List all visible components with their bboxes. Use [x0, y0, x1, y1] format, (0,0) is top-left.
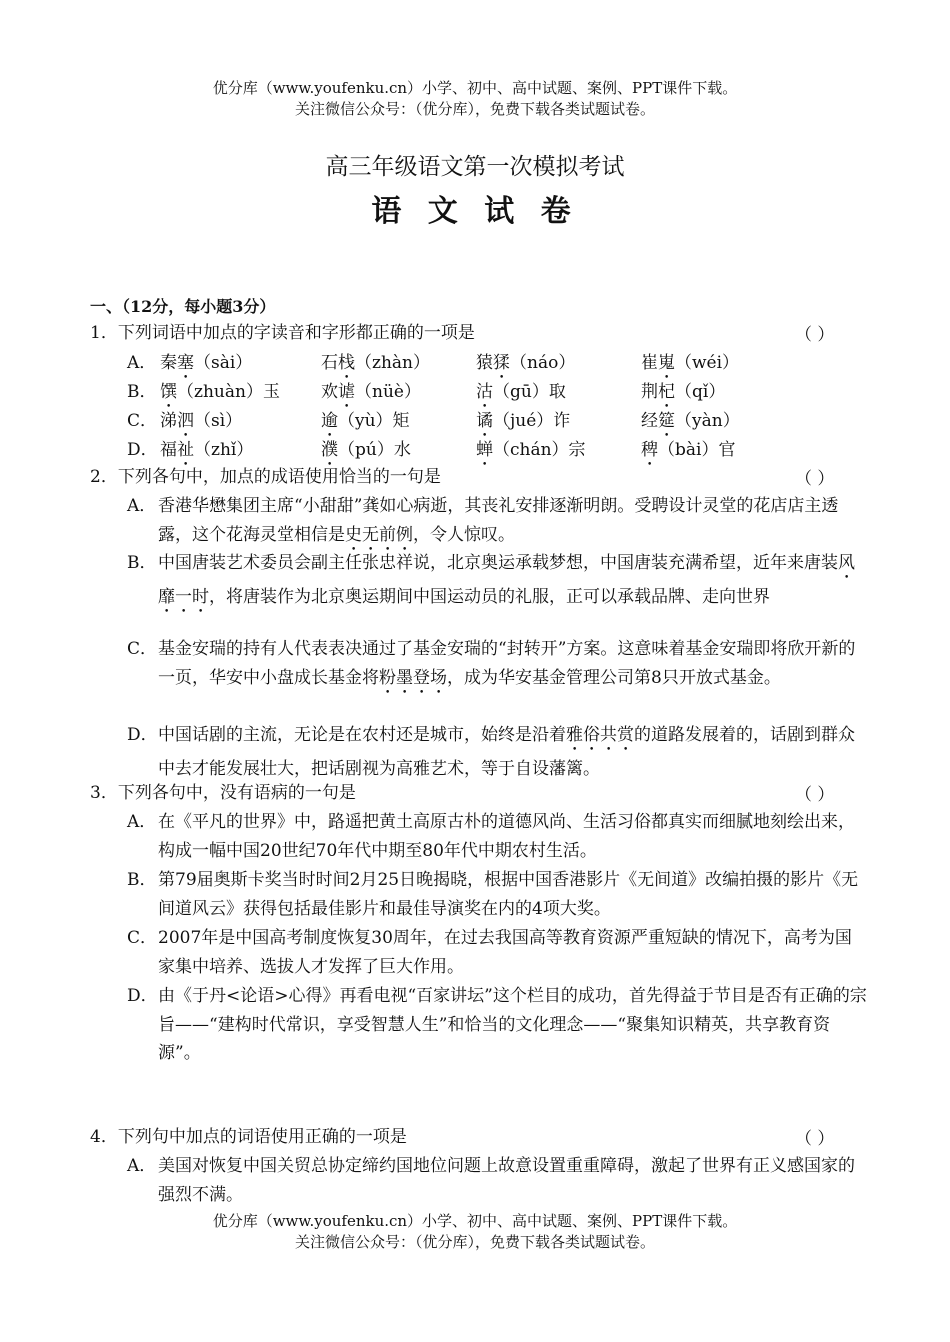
option-text: 美国对恢复中国关贸总协定缔约国地位问题上故意设置重重障碍，激起了世界有正义感国家的强烈不满。	[158, 1156, 855, 1205]
word-item: 谲（jué）诈	[476, 411, 571, 431]
question-3-option-c	[127, 924, 867, 981]
word-item: 福祉（zhǐ）	[160, 440, 254, 460]
option-text: 2007年是中国高考制度恢复30周年，在过去我国高等教育资源严重短缺的情况下，高考为国家集中培养、选拔人才发挥了巨大作用。	[158, 928, 852, 977]
question-4-answer-blank: （ ）	[795, 1129, 835, 1149]
option-text: 在《平凡的世界》中，路遥把黄土高原古朴的道德风尚、生活习俗都真实而细腻地刻绘出来，构成一幅中国20世纪70年代中期至80年代中期农村生活。	[158, 812, 855, 861]
word-item: 欢谑（nüè）	[321, 382, 421, 402]
footer-line-1: 优分库（www.youfenku.cn）小学、初中、高中试题、案例、PPT课件下载。	[212, 1212, 738, 1230]
word-item: 涕泗（sì）	[160, 411, 243, 431]
option-label: A．	[127, 496, 157, 516]
word-item: 馔（zhuàn）玉	[160, 382, 280, 402]
option-label: A．	[127, 1156, 157, 1176]
option-label: B．	[127, 553, 157, 573]
section-heading: 一、（12分，每小题3分）	[90, 297, 276, 316]
option-label: D．	[127, 440, 158, 460]
question-3-option-a	[127, 808, 867, 865]
word-item: 沽（gū）取	[476, 382, 566, 402]
question-3-option-d	[127, 982, 867, 1068]
question-1-stem: 1．下列词语中加点的字读音和字形都正确的一项是	[90, 323, 475, 343]
question-3-option-b	[127, 866, 867, 923]
option-label: D．	[127, 986, 158, 1006]
word-item: 猿猱（náo）	[476, 353, 576, 373]
option-text: 第79届奥斯卡奖当时时间2月25日晚揭晓，根据中国香港影片《无间道》改编拍摄的影片《无间道风云》获得包括最佳影片和最佳导演奖在内的4项大奖。	[158, 870, 859, 919]
question-2-answer-blank: （ ）	[795, 469, 835, 489]
question-1-answer-blank: （ ）	[795, 325, 835, 345]
question-2-option-d	[127, 721, 867, 784]
option-text: 中国话剧的主流，无论是在农村还是城市，始终是沿着雅俗共赏的道路发展着的，话剧到群众中去才能发展壮大，把话剧视为高雅艺术，等于自设藩篱。	[158, 725, 855, 779]
word-item: 逾（yù）矩	[321, 411, 410, 431]
word-item: 经筵（yàn）	[641, 411, 740, 431]
option-label: A．	[127, 353, 157, 373]
option-text: 由《于丹<论语>心得》再看电视“百家讲坛”这个栏目的成功，首先得益于节目是否有正确的宗旨——“建构时代常识，享受智慧人生”和恰当的文化理念——“聚集知识精英，共享教育资源”。	[158, 986, 867, 1064]
option-label: C．	[127, 639, 158, 659]
word-item: 荆杞（qǐ）	[641, 382, 726, 402]
option-label: C．	[127, 928, 158, 948]
footer-line-2: 关注微信公众号：（优分库），免费下载各类试题试卷。	[294, 1233, 655, 1251]
exam-title: 高三年级语文第一次模拟考试	[325, 154, 625, 180]
option-text: 香港华懋集团主席“小甜甜”龚如心病逝，其丧礼安排逐渐明朗。受聘设计灵堂的花店店主透露，这个花海灵堂相信是史无前例，令人惊叹。	[158, 496, 839, 545]
option-text: 基金安瑞的持有人代表表决通过了基金安瑞的“封转开”方案。这意味着基金安瑞即将欣开新的一页，华安中小盘成长基金将粉墨登场，成为华安基金管理公司第8只开放式基金。	[158, 639, 856, 688]
word-item: 濮（pú）水	[321, 440, 411, 460]
exam-subtitle: 语 文 试 卷	[371, 194, 579, 229]
question-2-option-b	[127, 549, 867, 617]
question-3-stem: 3．下列各句中，没有语病的一句是	[90, 783, 356, 803]
word-item: 秦塞（sài）	[160, 353, 253, 373]
word-item: 崔嵬（wéi）	[641, 353, 740, 373]
option-label: D．	[127, 725, 158, 745]
header-line-1: 优分库（www.youfenku.cn）小学、初中、高中试题、案例、PPT课件下载。	[212, 79, 738, 97]
question-4-stem: 4．下列句中加点的词语使用正确的一项是	[90, 1127, 407, 1147]
option-label: A．	[127, 812, 157, 832]
option-label: C．	[127, 411, 158, 431]
option-label: B．	[127, 382, 157, 402]
option-label: B．	[127, 870, 157, 890]
header-line-2: 关注微信公众号：（优分库），免费下载各类试题试卷。	[294, 100, 655, 118]
word-item: 稗（bài）官	[641, 440, 736, 460]
question-2-stem: 2．下列各句中，加点的成语使用恰当的一句是	[90, 467, 441, 487]
word-item: 石栈（zhàn）	[321, 353, 430, 373]
word-item: 蝉（chán）宗	[476, 440, 586, 460]
question-2-option-a	[127, 492, 867, 555]
question-2-option-c	[127, 635, 867, 698]
question-4-option-a	[127, 1152, 867, 1209]
option-text: 中国唐装艺术委员会副主任张忠祥说，北京奥运承载梦想，中国唐装充满希望，近年来唐装风靡一时，将唐装作为北京奥运期间中国运动员的礼服，正可以承载品牌、走向世界	[158, 553, 855, 607]
question-3-answer-blank: （ ）	[795, 785, 835, 805]
